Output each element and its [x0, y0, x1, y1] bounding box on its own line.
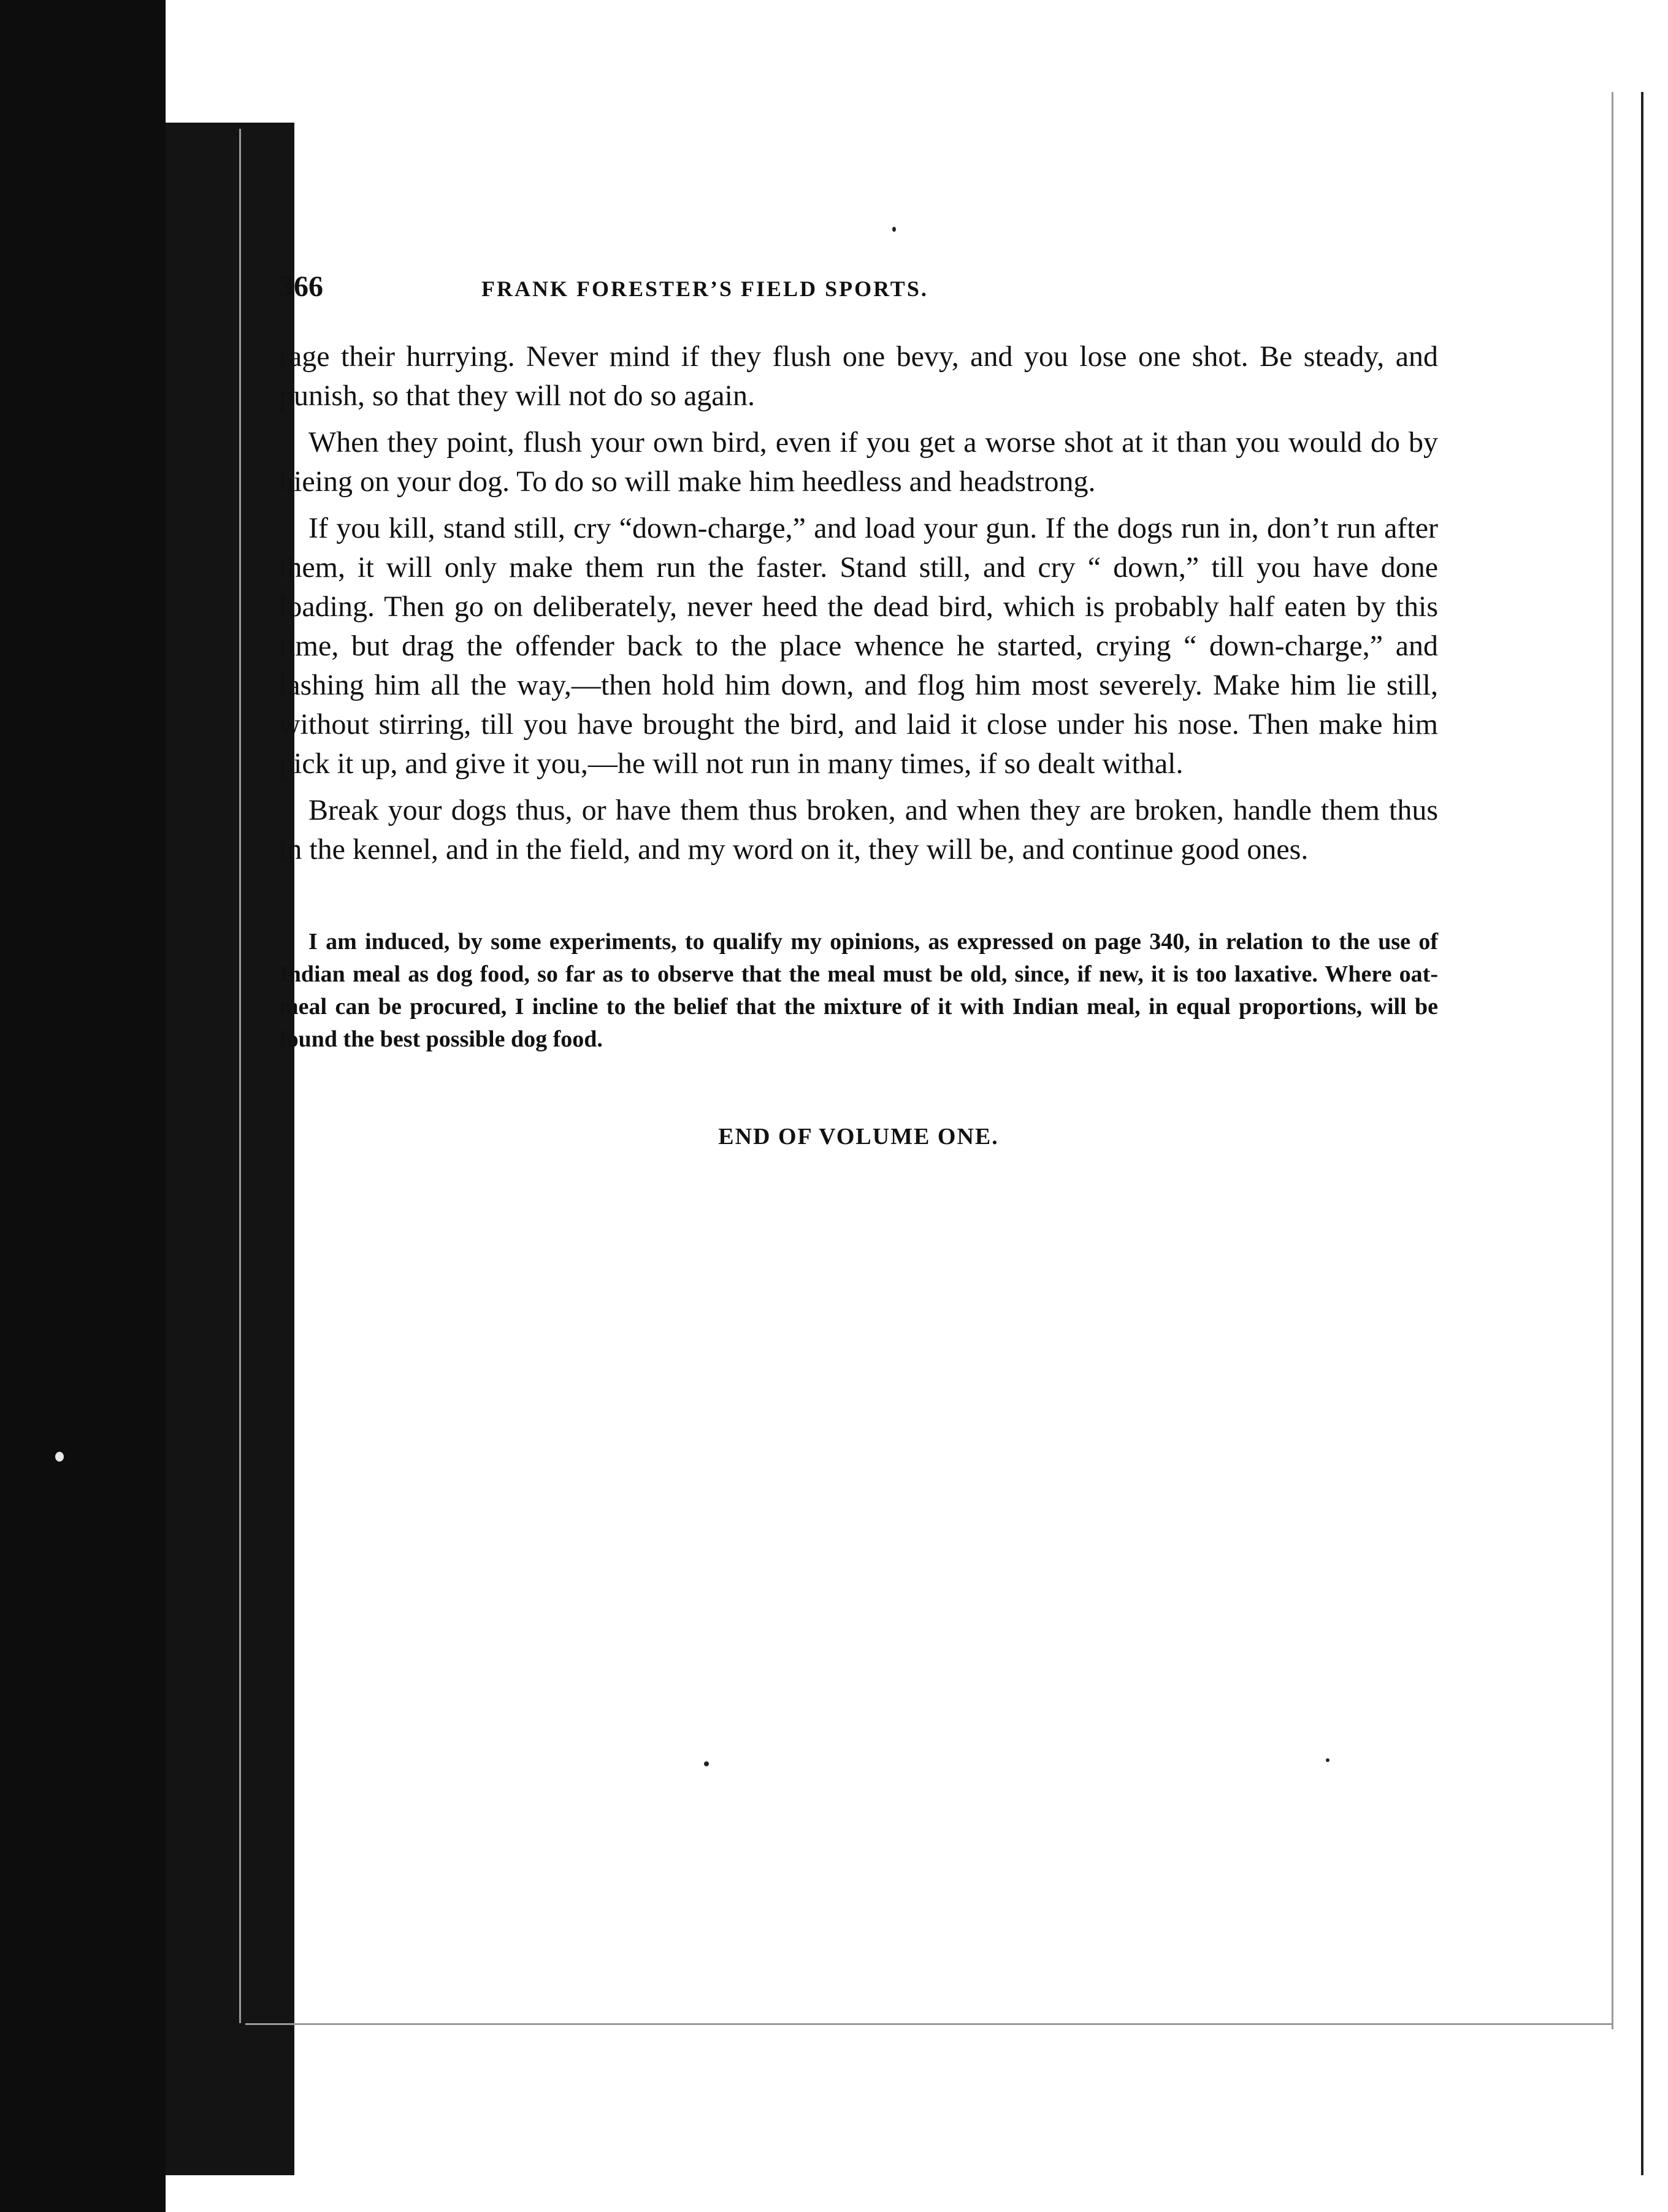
running-head	[279, 270, 1438, 337]
page-outline-bottom	[245, 2023, 1613, 2025]
scan-background-left	[0, 0, 166, 2212]
paragraph-2: When they point, flush your own bird, even if you get a worse shot at it than you would do by hieing on your dog. To do so will make him heedless and headstrong.	[279, 426, 1438, 498]
scan-background-top	[166, 0, 1668, 61]
running-head-title: FRANK FORESTER’S FIELD SPORTS.	[481, 276, 928, 301]
page-outline-right	[1612, 92, 1613, 2029]
footnote: I am induced, by some experiments, to qualify my opinions, as expressed on page 340, in relation to the use of Indian meal as dog food, so far as to observe that the meal must be old, since, if new, it is too laxative. Where oat-meal can be procured, I incline to the belief that the mixture of it with Indian meal, in equal proportions, will be found the best possible dog food.	[279, 929, 1438, 1052]
page-number: 366	[279, 270, 323, 303]
book-spine-edge	[166, 123, 294, 2195]
paragraph-1: rage their hurrying. Never mind if they flush one bevy, and you lose one shot. Be steady, and punish, so that they will not do so again.	[279, 340, 1438, 412]
scan-speck	[892, 227, 896, 232]
page-outline-left	[239, 129, 241, 2023]
scan-speck	[55, 1452, 64, 1462]
paragraph-3: If you kill, stand still, cry “down-charge,” and load your gun. If the dogs run in, don’t run after them, it will only make them run the faster. Stand still, and cry “ down,” till you have done loading. Then go on deliberately, never heed the dead bird, which is probably half eaten by this time, but drag the offender back to the place whence he started, crying “ down-charge,” and lashing him all the way,—then hold him down, and flog him most severely. Make him lie still, without stirring, till you have brought the bird, and laid it close under his nose. Then make him pick it up, and give it you,—he will not run in many times, if so dealt withal.	[279, 512, 1438, 780]
scan-background-bottom	[166, 2175, 1668, 2212]
page-edge-right	[1641, 92, 1668, 2212]
scan-speck	[704, 1761, 709, 1766]
end-of-volume-mark: END OF VOLUME ONE.	[718, 1124, 999, 1150]
book-page-text	[279, 270, 1438, 1150]
paragraph-4: Break your dogs thus, or have them thus broken, and when they are broken, handle them thus in the kennel, and in the field, and my word on it, they will be, and continue good ones.	[279, 794, 1438, 866]
scan-speck	[1326, 1758, 1329, 1762]
